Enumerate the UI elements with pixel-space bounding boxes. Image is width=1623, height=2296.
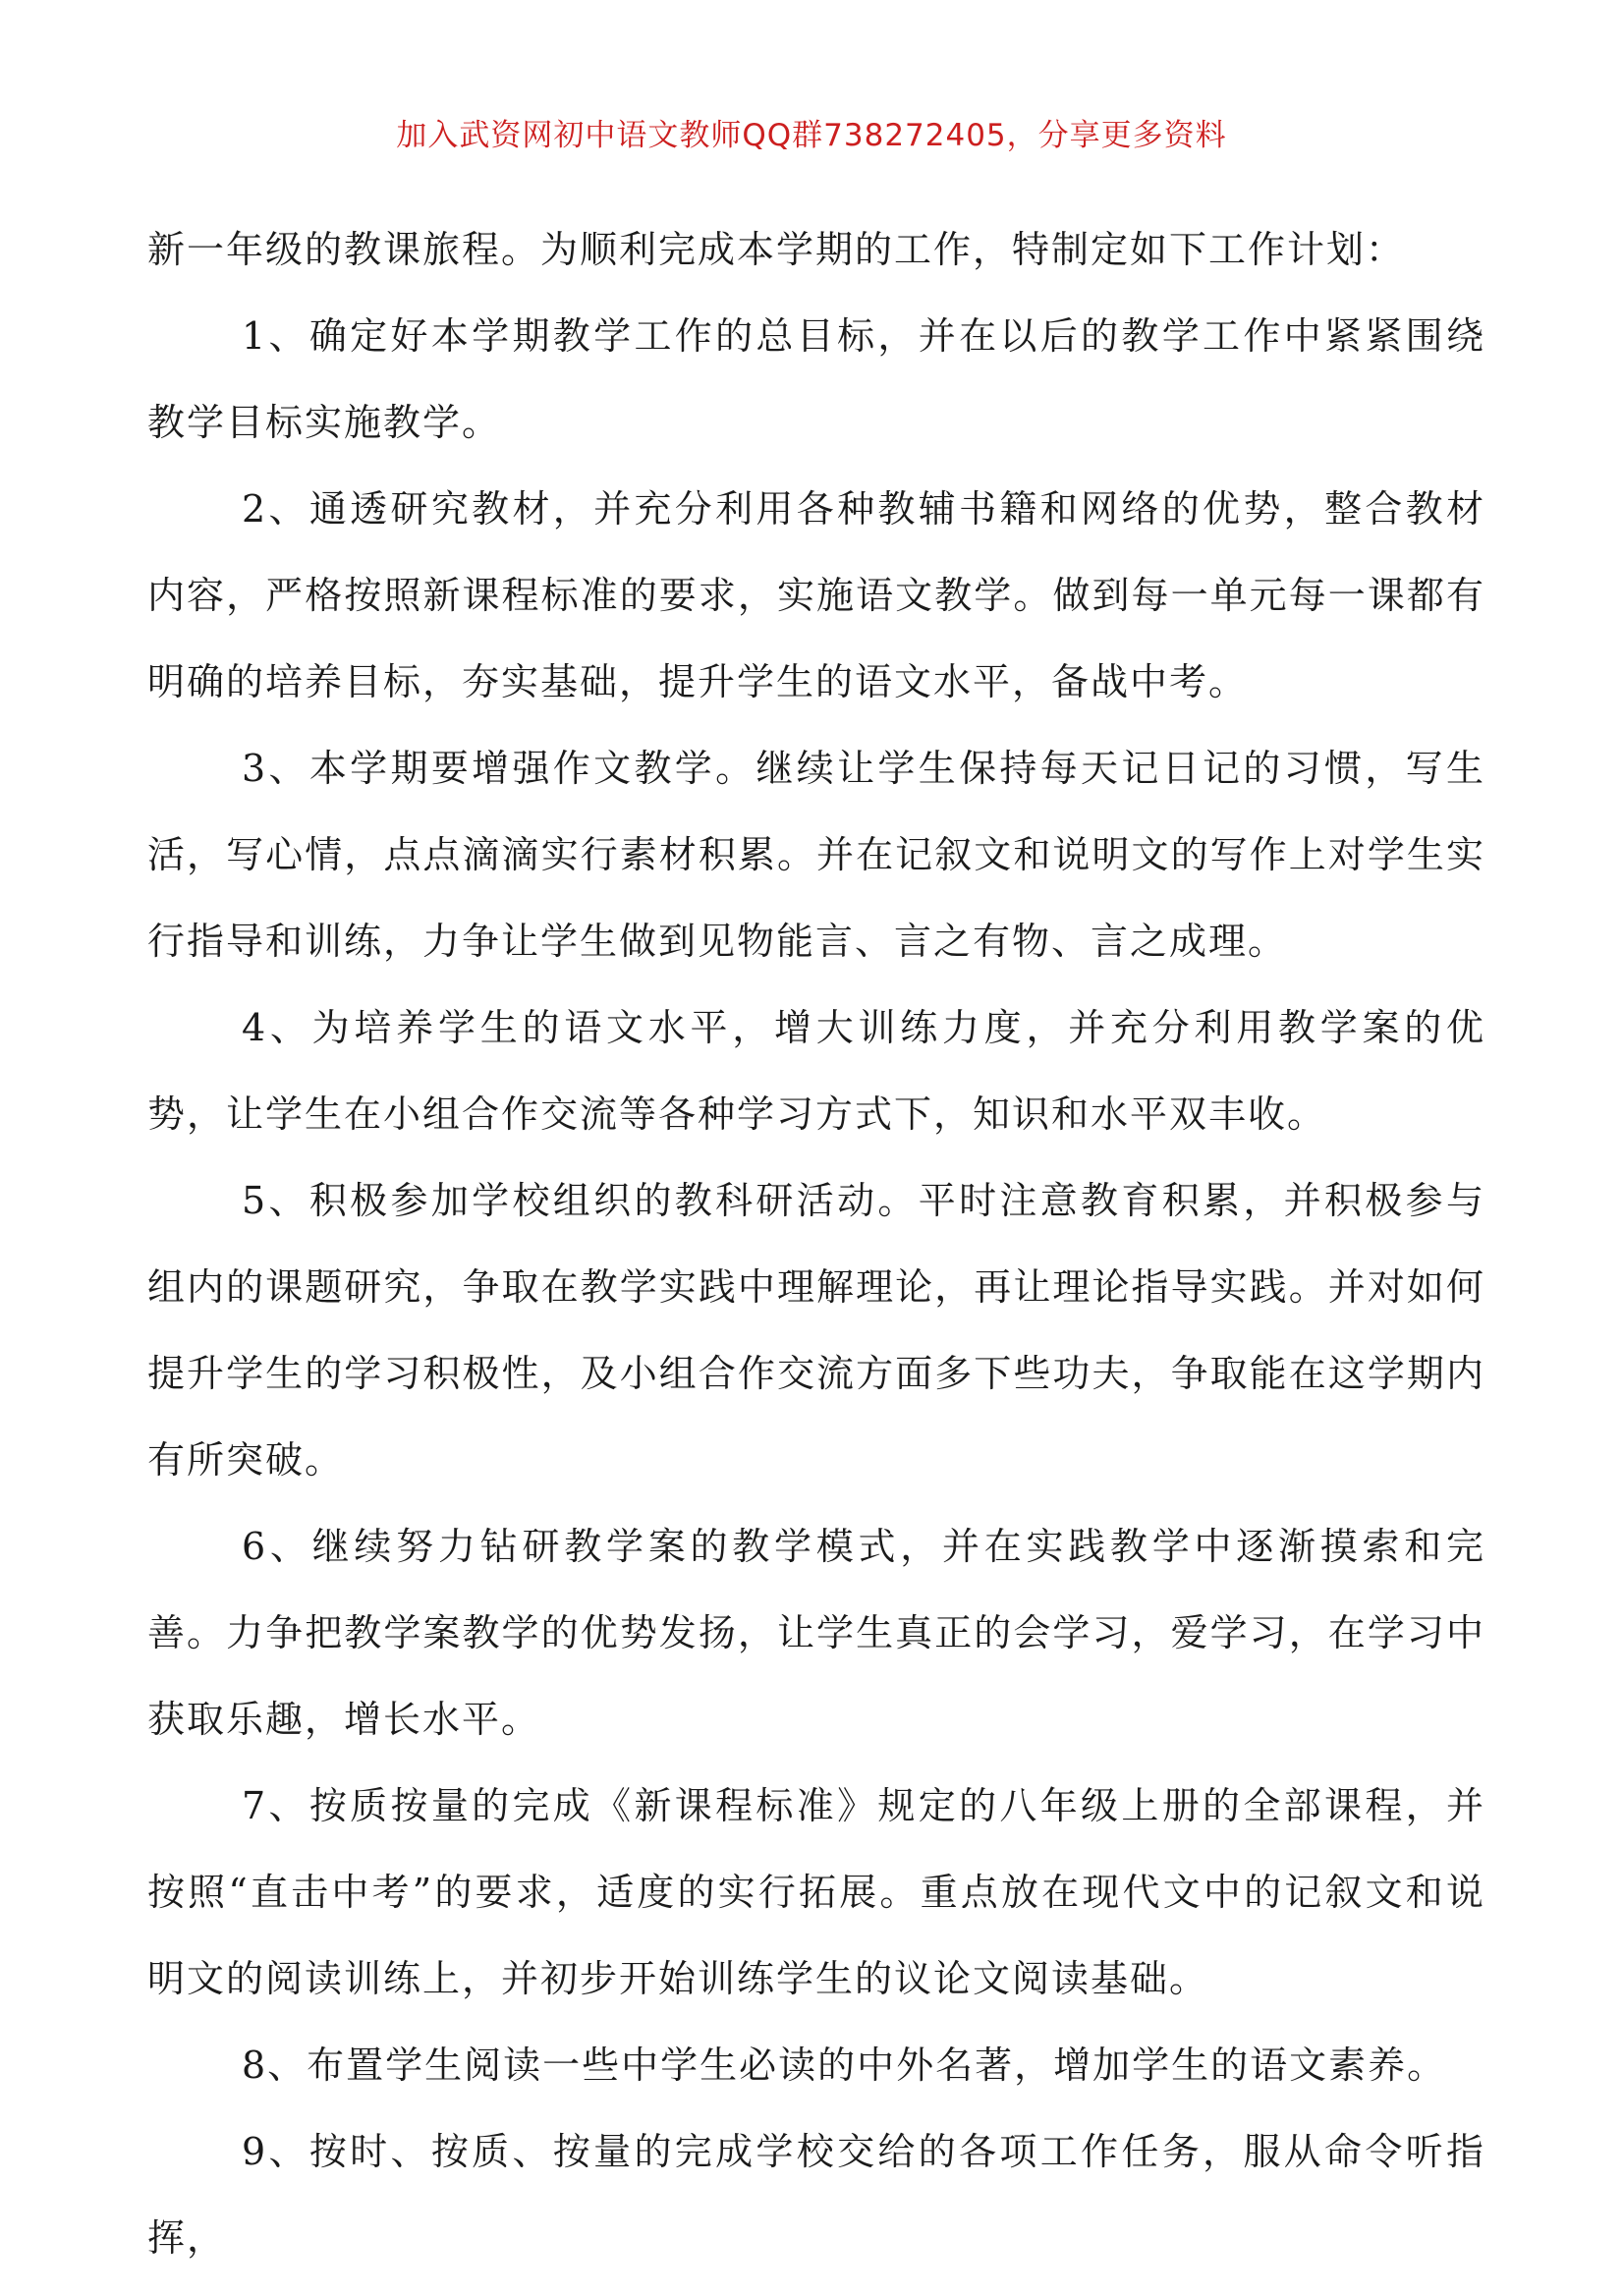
group-notice-banner: 加入武资网初中语文教师QQ群738272405，分享更多资料 <box>396 118 1227 153</box>
paragraph-item-1: 1、确定好本学期教学工作的总目标，并在以后的教学工作中紧紧围绕教学目标实施教学。 <box>147 314 1485 444</box>
paragraph-item-5: 5、积极参加学校组织的教科研活动。平时注意教育积累，并积极参与组内的课题研究，争取在教学实践中理解理论，再让理论指导实践。并对如何提升学生的学习积极性，及小组合作交流方面多下些功夫，争取能在这学期内有所突破。 <box>147 1179 1485 1482</box>
paragraph-item-7: 7、按质按量的完成《新课程标准》规定的八年级上册的全部课程，并按照“直击中考”的要求，适度的实行拓展。重点放在现代文中的记叙文和说明文的阅读训练上，并初步开始训练学生的议论文阅读基础。 <box>147 1784 1485 2000</box>
paragraph-item-9: 9、按时、按质、按量的完成学校交给的各项工作任务，服从命令听指挥， <box>147 2130 1485 2260</box>
paragraph-intro: 新一年级的教课旅程。为顺利完成本学期的工作，特制定如下工作计划： <box>147 228 1406 271</box>
document-body <box>147 206 1485 2281</box>
paragraph-item-6: 6、继续努力钻研教学案的教学模式，并在实践教学中逐渐摸索和完善。力争把教学案教学的优势发扬，让学生真正的会学习，爱学习，在学习中获取乐趣，增长水平。 <box>147 1525 1485 1741</box>
paragraph-item-4: 4、为培养学生的语文水平，增大训练力度，并充分利用教学案的优势，让学生在小组合作交流等各种学习方式下，知识和水平双丰收。 <box>147 1006 1485 1136</box>
paragraph-item-8: 8、布置学生阅读一些中学生必读的中外名著，增加学生的语文素养。 <box>242 2044 1447 2087</box>
paragraph-item-3: 3、本学期要增强作文教学。继续让学生保持每天记日记的习惯，写生活，写心情，点点滴滴实行素材积累。并在记叙文和说明文的写作上对学生实行指导和训练，力争让学生做到见物能言、言之有物、言之成理。 <box>147 747 1485 963</box>
paragraph-item-2: 2、通透研究教材，并充分利用各种教辅书籍和网络的优势，整合教材内容，严格按照新课程标准的要求，实施语文教学。做到每一单元每一课都有明确的培养目标，夯实基础，提升学生的语文水平，备战中考。 <box>147 487 1485 703</box>
